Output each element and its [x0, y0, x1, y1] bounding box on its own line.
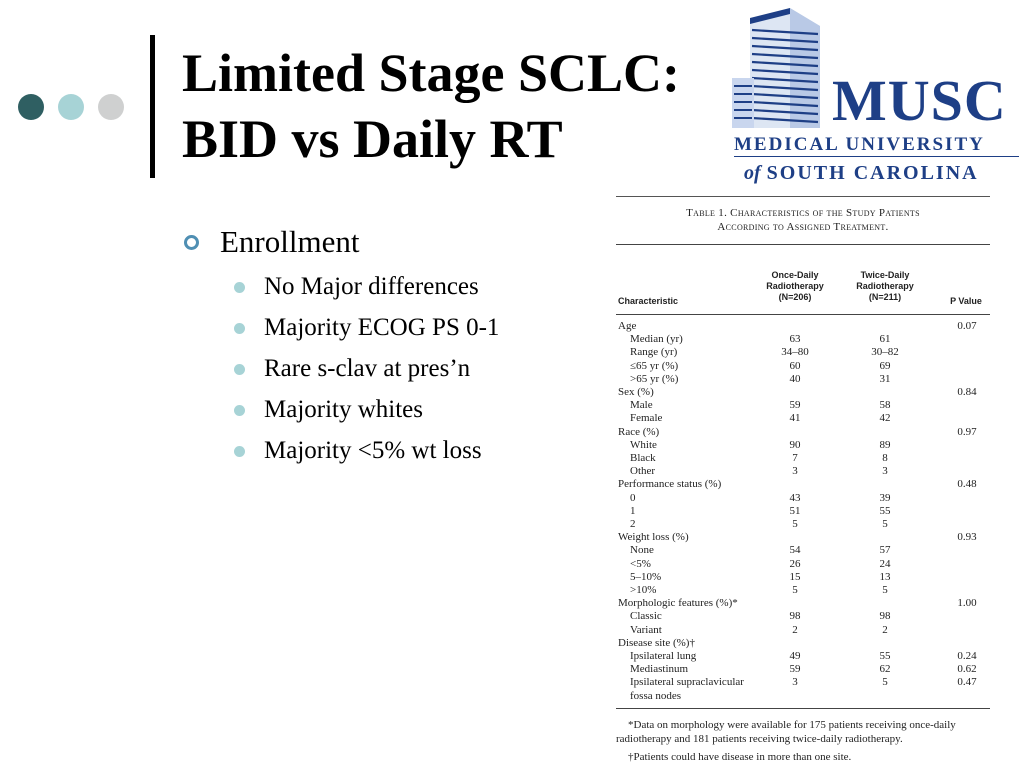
building-icon — [732, 8, 842, 133]
table-row — [616, 637, 990, 650]
once-daily-value: 7 — [792, 452, 798, 464]
dot-dark — [18, 94, 44, 120]
dot-bullet-icon — [234, 364, 245, 375]
row-label: Ipsilateral lung — [630, 650, 697, 662]
table-row — [616, 610, 990, 623]
table-top-rule — [616, 196, 990, 197]
table-row — [616, 663, 990, 676]
title-divider — [150, 35, 155, 178]
twice-daily-value: 5 — [882, 584, 888, 596]
sub-bullet-text: Rare s-clav at pres’n — [264, 355, 471, 382]
table-row — [616, 465, 990, 478]
row-label: White — [630, 438, 657, 451]
once-daily-value: 41 — [789, 412, 801, 425]
twice-daily-value: 89 — [879, 438, 891, 451]
twice-daily-value: 57 — [879, 544, 891, 557]
once-daily-value: 40 — [789, 372, 801, 385]
sub-bullet-item — [182, 430, 499, 471]
once-daily-value: 34–80 — [781, 346, 809, 359]
table-row — [616, 478, 990, 491]
once-daily-value: 26 — [789, 557, 801, 570]
header-p-value: P Value — [950, 296, 982, 306]
row-label: Disease site (%)† — [618, 636, 695, 649]
sub-bullet-item — [182, 348, 499, 389]
twice-daily-value: 30–82 — [871, 346, 899, 359]
table-row — [616, 676, 990, 689]
p-value: 0.47 — [957, 676, 977, 689]
table-row — [616, 333, 990, 346]
table-row — [616, 584, 990, 597]
row-label: 1 — [630, 504, 636, 517]
row-label: Variant — [630, 623, 662, 636]
table-row — [616, 571, 990, 584]
row-label: None — [630, 544, 654, 557]
table-caption-line-1: Table 1. Characteristics of the Study Patients — [686, 207, 920, 219]
sub-bullet-item — [182, 266, 499, 307]
table-row — [616, 320, 990, 333]
once-daily-value: 51 — [789, 504, 801, 517]
row-label: 0 — [630, 491, 636, 504]
twice-daily-value: 5 — [882, 676, 888, 689]
dot-bullet-icon — [234, 323, 245, 334]
bullet-main — [182, 222, 499, 262]
table-row — [616, 531, 990, 544]
table-row — [616, 505, 990, 518]
twice-daily-value: 55 — [879, 504, 891, 517]
row-label: fossa nodes — [630, 689, 682, 702]
once-daily-value: 98 — [789, 610, 801, 623]
twice-daily-value: 39 — [879, 491, 891, 504]
title-line-1: Limited Stage SCLC: — [182, 43, 680, 103]
ring-bullet-icon — [184, 235, 199, 250]
p-value: 1.00 — [957, 597, 977, 610]
sub-bullet-text: Majority <5% wt loss — [264, 437, 482, 464]
header-once-line-2: Radiotherapy — [766, 281, 824, 291]
p-value: 0.24 — [957, 650, 977, 662]
row-label: Ipsilateral supraclavicular — [630, 676, 744, 689]
once-daily-value: 3 — [792, 676, 798, 689]
sub-bullet-text: Majority whites — [264, 396, 424, 423]
row-label: <5% — [630, 557, 651, 570]
dot-bullet-icon — [234, 282, 245, 293]
p-value: 0.07 — [957, 320, 977, 332]
slide-title — [182, 40, 680, 172]
twice-daily-value: 13 — [879, 570, 891, 583]
table-row — [616, 690, 990, 703]
table-row — [616, 650, 990, 663]
once-daily-value: 59 — [789, 663, 801, 676]
row-label: Morphologic features (%)* — [618, 597, 738, 610]
logo-acronym: MUSC — [832, 68, 1007, 133]
p-value: 0.84 — [957, 386, 977, 398]
once-daily-value: 43 — [789, 491, 801, 504]
once-daily-value: 5 — [792, 518, 798, 530]
logo-rule — [734, 156, 1019, 157]
table-footnote-2: †Patients could have disease in more than one site. — [628, 751, 852, 763]
dot-bullet-icon — [234, 446, 245, 457]
twice-daily-value: 62 — [879, 663, 891, 676]
twice-daily-value: 3 — [882, 465, 888, 478]
header-twice-line-1: Twice-Daily — [860, 270, 910, 280]
table-caption-line-2: According to Assigned Treatment. — [717, 221, 889, 233]
row-label: Mediastinum — [630, 663, 689, 676]
twice-daily-value: 42 — [879, 412, 891, 425]
table-row — [616, 624, 990, 637]
twice-daily-value: 58 — [879, 399, 891, 412]
p-value: 0.93 — [957, 531, 977, 544]
dot-light — [58, 94, 84, 120]
sub-bullet-item — [182, 389, 499, 430]
once-daily-value: 49 — [789, 650, 801, 662]
row-label: >10% — [630, 584, 657, 596]
twice-daily-value: 8 — [882, 452, 888, 464]
table-row — [616, 412, 990, 425]
header-characteristic: Characteristic — [618, 296, 679, 306]
p-value: 0.48 — [957, 478, 977, 491]
row-label: Range (yr) — [630, 346, 678, 359]
table-row — [616, 558, 990, 571]
sub-bullet-text: Majority ECOG PS 0-1 — [264, 314, 500, 341]
table-row — [616, 452, 990, 465]
logo-line-1: MEDICAL UNIVERSITY — [734, 134, 985, 155]
row-label: Sex (%) — [618, 386, 654, 398]
row-label: Race (%) — [618, 425, 660, 438]
header-twice-line-2: Radiotherapy — [856, 281, 914, 291]
logo-line-2 — [744, 162, 979, 185]
row-label: Age — [618, 320, 637, 332]
bullet-list — [182, 222, 499, 471]
twice-daily-value: 24 — [879, 557, 891, 570]
decorative-dots — [18, 94, 124, 120]
table-row — [616, 426, 990, 439]
row-label: Other — [630, 465, 656, 478]
characteristics-table — [616, 196, 990, 768]
table-rule — [616, 244, 990, 245]
once-daily-value: 90 — [789, 438, 801, 451]
header-twice-line-3: (N=211) — [868, 292, 902, 302]
row-label: 5–10% — [630, 570, 662, 583]
sub-bullet-item — [182, 307, 499, 348]
row-label: >65 yr (%) — [630, 372, 679, 385]
table-row — [616, 518, 990, 531]
row-label: Performance status (%) — [618, 478, 722, 491]
table-row — [616, 373, 990, 386]
title-line-2: BID vs Daily RT — [182, 109, 563, 169]
row-label: 2 — [630, 518, 636, 530]
table-row — [616, 399, 990, 412]
header-twice-daily — [846, 270, 924, 303]
once-daily-value: 63 — [789, 333, 801, 346]
logo-line-2-text: SOUTH CAROLINA — [766, 162, 979, 184]
p-value: 0.97 — [957, 425, 977, 438]
table-footnote-1: *Data on morphology were available for 175 patients receiving once-daily radiotherapy and 181 patients receiving twice-daily radiotherapy. — [616, 719, 956, 745]
table-bottom-rule — [616, 708, 990, 709]
row-label: Median (yr) — [630, 333, 683, 346]
once-daily-value: 59 — [789, 399, 801, 412]
p-value: 0.62 — [957, 663, 977, 676]
table-row — [616, 492, 990, 505]
header-once-daily — [756, 270, 834, 303]
sub-bullet-list — [182, 266, 499, 471]
row-label: ≤65 yr (%) — [630, 359, 679, 372]
table-row — [616, 544, 990, 557]
header-once-line-1: Once-Daily — [771, 270, 819, 280]
table-row — [616, 439, 990, 452]
twice-daily-value: 2 — [882, 623, 888, 636]
header-once-line-3: (N=206) — [778, 292, 812, 302]
table-row — [616, 360, 990, 373]
table-row — [616, 597, 990, 610]
dot-bullet-icon — [234, 405, 245, 416]
musc-logo — [732, 6, 1024, 190]
twice-daily-value: 98 — [879, 610, 891, 623]
row-label: Black — [630, 452, 656, 464]
table-caption — [616, 206, 990, 234]
twice-daily-value: 31 — [879, 372, 891, 385]
row-label: Female — [630, 412, 663, 425]
logo-line-2-prefix: of — [744, 162, 761, 184]
once-daily-value: 54 — [789, 544, 801, 557]
twice-daily-value: 61 — [879, 333, 891, 346]
table-row — [616, 386, 990, 399]
row-label: Male — [630, 399, 653, 412]
once-daily-value: 60 — [789, 359, 801, 372]
table-row — [616, 346, 990, 359]
row-label: Classic — [630, 610, 662, 623]
once-daily-value: 3 — [792, 465, 798, 478]
twice-daily-value: 5 — [882, 518, 888, 530]
twice-daily-value: 69 — [879, 359, 891, 372]
table-header-rule — [616, 314, 990, 315]
sub-bullet-text: No Major differences — [264, 273, 479, 300]
once-daily-value: 2 — [792, 623, 798, 636]
dot-gray — [98, 94, 124, 120]
twice-daily-value: 55 — [879, 650, 891, 662]
once-daily-value: 5 — [792, 584, 798, 596]
bullet-main-text: Enrollment — [220, 224, 360, 259]
once-daily-value: 15 — [789, 570, 801, 583]
row-label: Weight loss (%) — [618, 531, 689, 544]
